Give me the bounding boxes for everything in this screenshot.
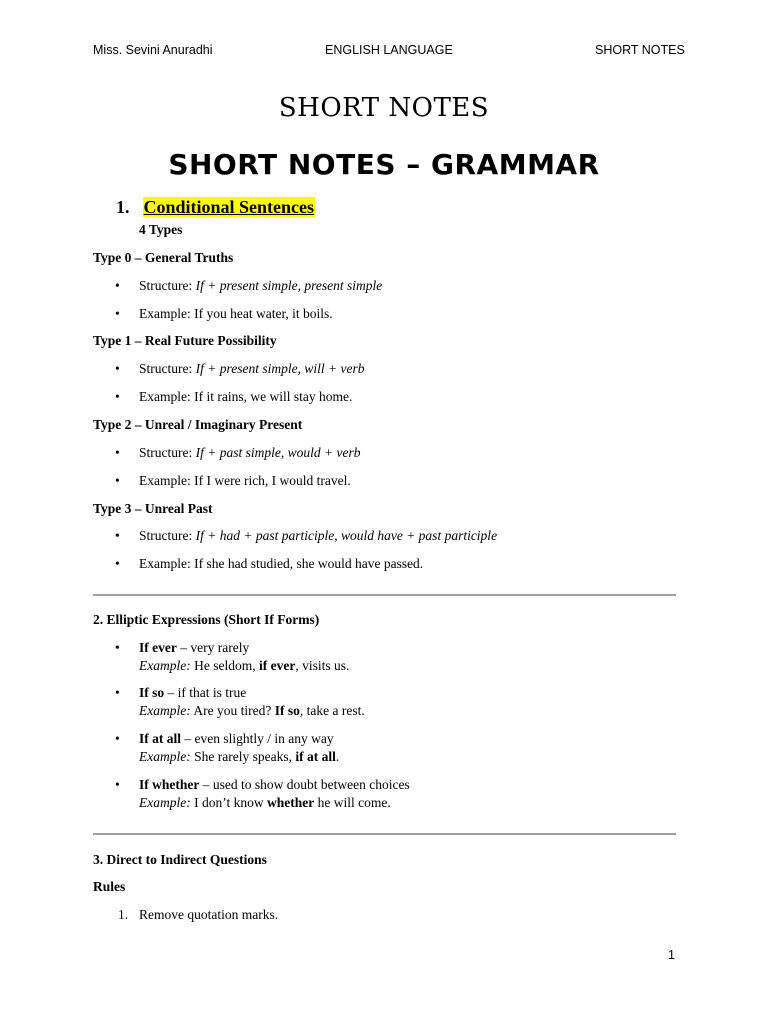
rule-text: Remove quotation marks. xyxy=(139,907,279,922)
header-doc-type: SHORT NOTES xyxy=(595,43,685,57)
example-label: Example: xyxy=(139,703,191,718)
page-subtitle: SHORT NOTES – GRAMMAR xyxy=(168,148,600,181)
section-1-number: 1. xyxy=(116,197,130,217)
example-text: I don’t know xyxy=(190,795,267,810)
section-divider xyxy=(93,833,676,835)
example-text: Example: If it rains, we will stay home. xyxy=(139,389,353,404)
type-0-title: Type 0 – General Truths xyxy=(93,250,234,265)
rule-number: 1. xyxy=(118,907,129,922)
example-text: he will come. xyxy=(314,795,391,810)
bullet-icon: • xyxy=(115,278,120,293)
section-1-heading xyxy=(116,197,315,218)
section-1-title: Conditional Sentences xyxy=(143,197,315,217)
example-highlight: If so xyxy=(274,703,300,718)
example-text: He seldom, xyxy=(190,658,259,673)
type-1-title: Type 1 – Real Future Possibility xyxy=(93,333,277,348)
structure-formula: If + past simple, would + verb xyxy=(195,445,361,460)
bullet-icon: • xyxy=(115,361,120,376)
section-divider xyxy=(93,594,676,596)
bullet-icon: • xyxy=(115,528,120,543)
elliptic-term: If whether xyxy=(139,777,200,792)
bullet-icon: • xyxy=(115,473,120,488)
elliptic-term: If at all xyxy=(139,731,181,746)
elliptic-meaning: – very rarely xyxy=(176,640,250,655)
section-3-heading: 3. Direct to Indirect Questions xyxy=(93,852,267,867)
bullet-icon: • xyxy=(115,389,120,404)
bullet-icon: • xyxy=(115,731,120,746)
elliptic-term: If so xyxy=(139,685,165,700)
example-label: Example: xyxy=(139,749,191,764)
header-subject: ENGLISH LANGUAGE xyxy=(325,43,453,57)
example-text: Example: If you heat water, it boils. xyxy=(139,306,333,321)
section-1-subheading: 4 Types xyxy=(139,222,183,237)
example-label: Example: xyxy=(139,658,191,673)
bullet-icon: • xyxy=(115,777,120,792)
example-text: Example: If I were rich, I would travel. xyxy=(139,473,351,488)
bullet-icon: • xyxy=(115,640,120,655)
elliptic-term: If ever xyxy=(139,640,177,655)
example-text: , visits us. xyxy=(295,658,350,673)
example-highlight: whether xyxy=(266,795,315,810)
section-2-heading: 2. Elliptic Expressions (Short If Forms) xyxy=(93,612,320,627)
header-author: Miss. Sevini Anuradhi xyxy=(93,43,213,57)
type-2-title: Type 2 – Unreal / Imaginary Present xyxy=(93,417,303,432)
elliptic-meaning: – used to show doubt between choices xyxy=(199,777,410,792)
example-text: Are you tired? xyxy=(190,703,275,718)
example-label: Example: xyxy=(139,795,191,810)
example-highlight: if ever xyxy=(258,658,296,673)
bullet-icon: • xyxy=(115,445,120,460)
page-number: 1 xyxy=(668,948,675,962)
example-highlight: if at all xyxy=(295,749,336,764)
example-text: She rarely speaks, xyxy=(190,749,296,764)
rules-label: Rules xyxy=(93,879,126,894)
example-text: , take a rest. xyxy=(299,703,365,718)
bullet-icon: • xyxy=(115,685,120,700)
structure-formula: If + present simple, will + verb xyxy=(195,361,365,376)
page-title: SHORT NOTES xyxy=(278,93,490,123)
elliptic-meaning: – if that is true xyxy=(164,685,247,700)
structure-label: Structure: xyxy=(139,445,196,460)
structure-label: Structure: xyxy=(139,528,196,543)
type-3-title: Type 3 – Unreal Past xyxy=(93,501,213,516)
structure-label: Structure: xyxy=(139,361,196,376)
bullet-icon: • xyxy=(115,556,120,571)
example-text: Example: If she had studied, she would have passed. xyxy=(139,556,424,571)
elliptic-meaning: – even slightly / in any way xyxy=(181,731,334,746)
structure-formula: If + had + past participle, would have + past participle xyxy=(195,528,498,543)
structure-formula: If + present simple, present simple xyxy=(195,278,383,293)
example-text: . xyxy=(335,749,340,764)
structure-label: Structure: xyxy=(139,278,196,293)
bullet-icon: • xyxy=(115,306,120,321)
